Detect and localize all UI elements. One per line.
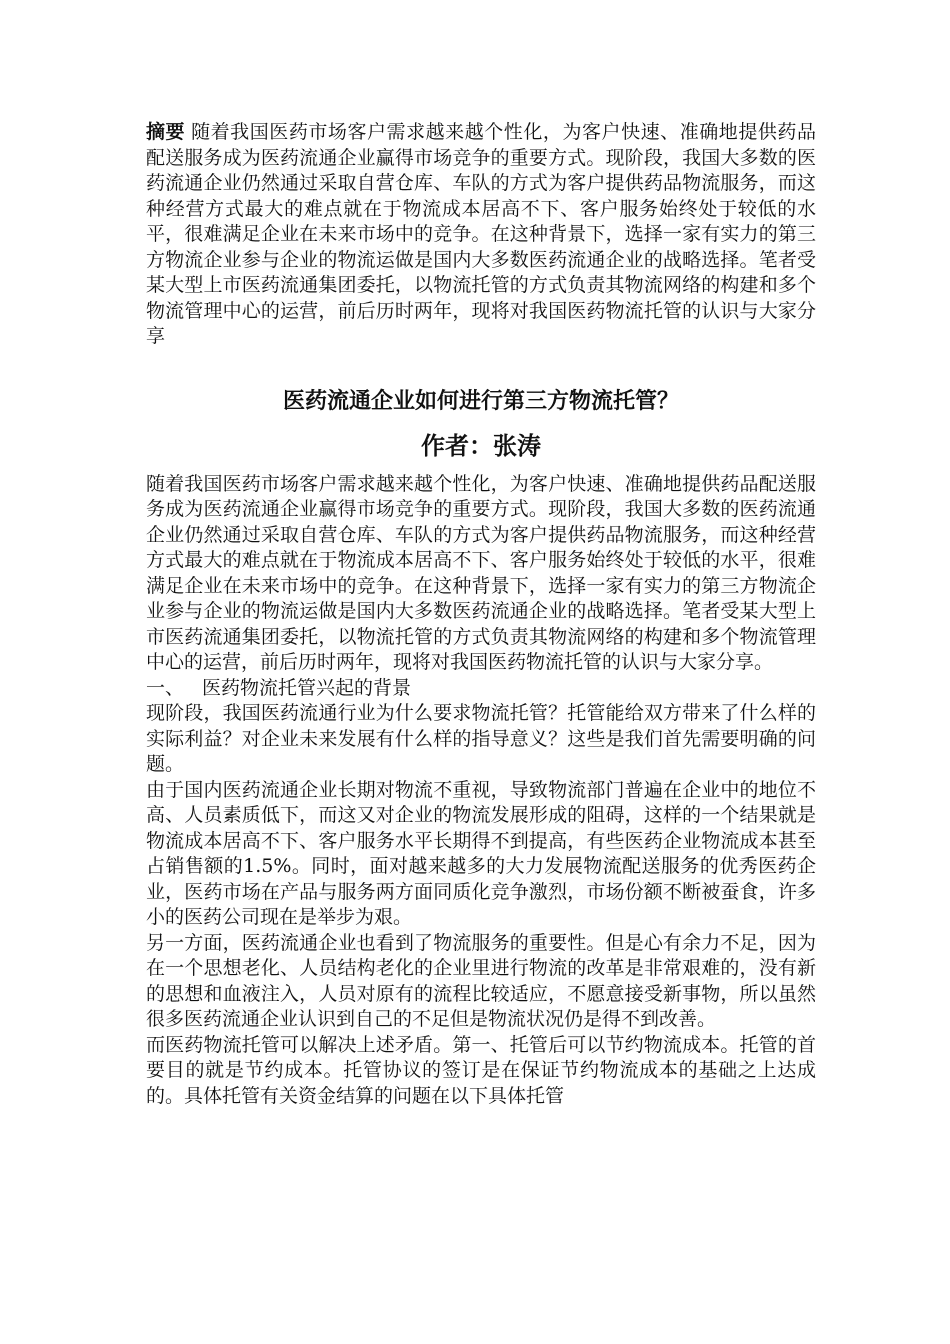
- abstract-text: 随着我国医药市场客户需求越来越个性化，为客户快速、准确地提供药品配送服务成为医药流通企业赢得市场竞争的重要方式。现阶段，我国大多数的医药流通企业仍然通过采取自营仓库、车队的方式为客户提供药品物流服务，而这种经营方式最大的难点就在于物流成本居高不下、客户服务始终处于较低的水平，很难满足企业在未来市场中的竞争。在这种背景下，选择一家有实力的第三方物流企业参与企业的物流运做是国内大多数医药流通企业的战略选择。笔者受某大型上市医药流通集团委托，以物流托管的方式负责其物流网络的构建和多个物流管理中心的运营，前后历时两年，现将对我国医药物流托管的认识与大家分享: [146, 121, 816, 347]
- intro-paragraph: 随着我国医药市场客户需求越来越个性化，为客户快速、准确地提供药品配送服务成为医药流通企业赢得市场竞争的重要方式。现阶段，我国大多数的医药流通企业仍然通过采取自营仓库、车队的方式为客户提供药品物流服务，而这种经营方式最大的难点就在于物流成本居高不下、客户服务始终处于较低的水平，很难满足企业在未来市场中的竞争。在这种背景下，选择一家有实力的第三方物流企业参与企业的物流运做是国内大多数医药流通企业的战略选择。笔者受某大型上市医药流通集团委托，以物流托管的方式负责其物流网络的构建和多个物流管理中心的运营，前后历时两年，现将对我国医药物流托管的认识与大家分享。: [146, 472, 816, 673]
- section-heading: [146, 676, 816, 702]
- paragraph-2: 由于国内医药流通企业长期对物流不重视，导致物流部门普遍在企业中的地位不高、人员素质低下，而这又对企业的物流发展形成的阻碍，这样的一个结果就是物流成本居高不下、客户服务水平长期得不到提高，有些医药企业物流成本甚至占销售额的1.5%。同时，面对越来越多的大力发展物流配送服务的优秀医药企业，医药市场在产品与服务两方面同质化竞争激烈，市场份额不断被蚕食，许多小的医药公司现在是举步为艰。: [146, 778, 816, 928]
- abstract-label: 摘要: [146, 121, 186, 143]
- section-number: 一、: [146, 676, 185, 699]
- document-title: 医药流通企业如何进行第三方物流托管？: [282, 387, 679, 414]
- author-line: 作者：张涛: [421, 430, 541, 460]
- abstract: [146, 120, 816, 350]
- paragraph-1: 现阶段，我国医药流通行业为什么要求物流托管？托管能给双方带来了什么样的实际利益？对企业未来发展有什么样的指导意义？这些是我们首先需要明确的问题。: [146, 702, 816, 775]
- paragraph-3: 另一方面，医药流通企业也看到了物流服务的重要性。但是心有余力不足，因为在一个思想老化、人员结构老化的企业里进行物流的改革是非常艰难的，没有新的思想和血液注入，人员对原有的流程比较适应，不愿意接受新事物，所以虽然很多医药流通企业认识到自己的不足但是物流状况仍是得不到改善。: [146, 931, 816, 1030]
- paragraph-4: 而医药物流托管可以解决上述矛盾。第一、托管后可以节约物流成本。托管的首要目的就是节约成本。托管协议的签订是在保证节约物流成本的基础之上达成的。具体托管有关资金结算的问题在以下具体托管: [146, 1033, 816, 1107]
- body-text: [146, 472, 816, 1110]
- section-title: 医药物流托管兴起的背景: [202, 676, 412, 699]
- document-page: [146, 120, 816, 1109]
